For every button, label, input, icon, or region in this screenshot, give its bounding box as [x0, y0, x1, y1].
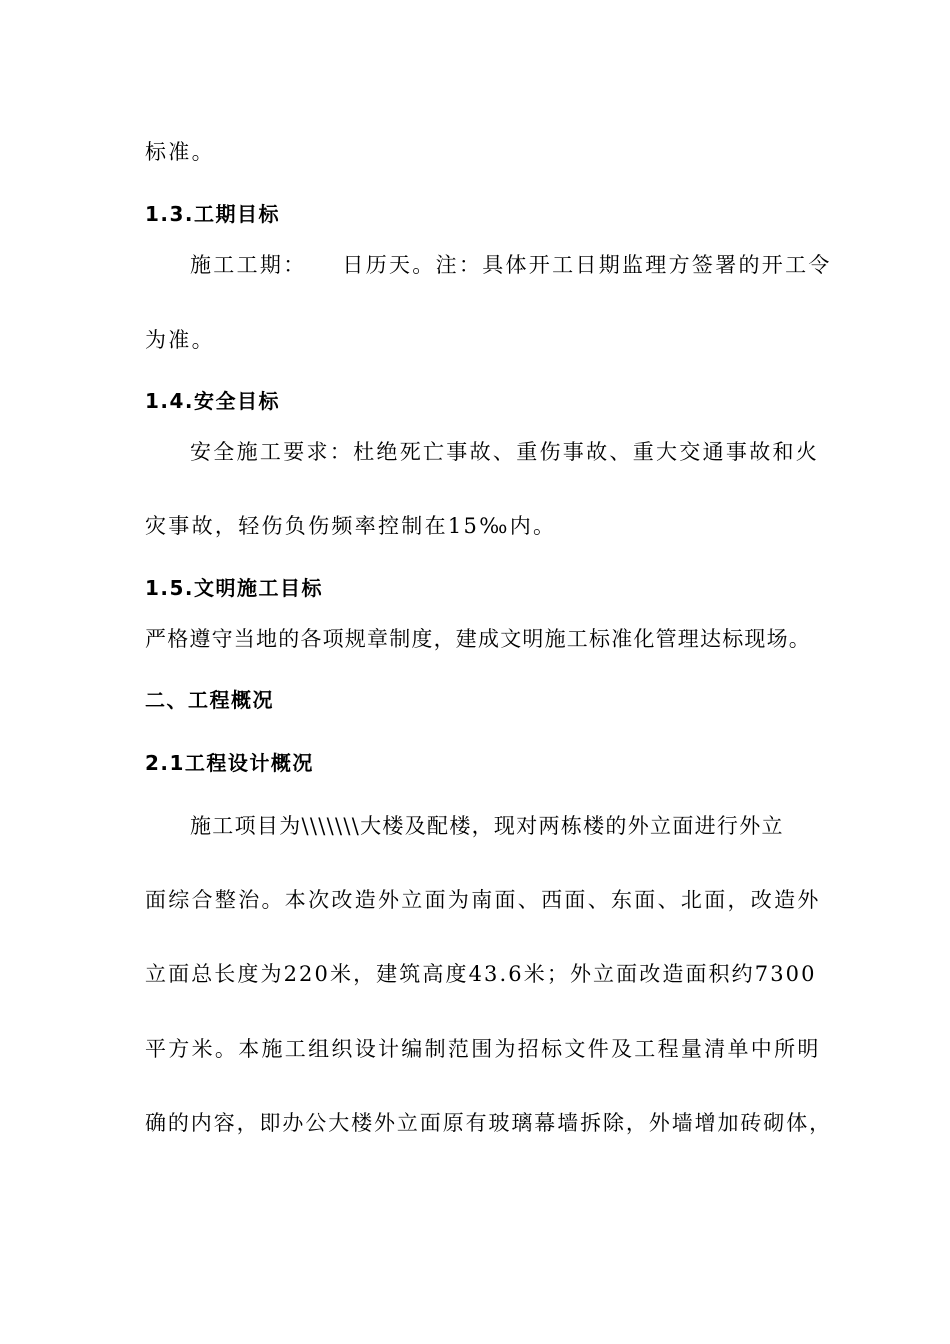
paragraph-line: 施工项目为\\\\\\\大楼及配楼，现对两栋楼的外立面进行外立	[190, 814, 784, 838]
chapter-heading-project-overview: 二、工程概况	[145, 688, 274, 712]
section-heading-design-overview: 2.1工程设计概况	[145, 751, 314, 775]
paragraph-line: 安全施工要求：杜绝死亡事故、重伤事故、重大交通事故和火	[190, 440, 820, 464]
paragraph-line: 为准。	[145, 328, 215, 352]
paragraph-line: 灾事故，轻伤负伤频率控制在15‰内。	[145, 514, 557, 538]
paragraph-line: 施工工期： 日历天。注：具体开工日期监理方签署的开工令	[190, 253, 832, 277]
paragraph-line: 面综合整治。本次改造外立面为南面、西面、东面、北面，改造外	[145, 888, 821, 912]
paragraph-line: 确的内容，即办公大楼外立面原有玻璃幕墙拆除，外墙增加砖砌体，	[145, 1111, 832, 1135]
paragraph-line: 平方米。本施工组织设计编制范围为招标文件及工程量清单中所明	[145, 1037, 821, 1061]
paragraph-line: 标准。	[145, 140, 215, 164]
section-heading-schedule-target: 1.3.工期目标	[145, 202, 281, 226]
section-heading-civilized-construction-target: 1.5.文明施工目标	[145, 576, 324, 600]
section-heading-safety-target: 1.4.安全目标	[145, 389, 281, 413]
paragraph-line: 立面总长度为220米，建筑高度43.6米；外立面改造面积约7300	[145, 962, 817, 986]
paragraph-line: 严格遵守当地的各项规章制度，建成文明施工标准化管理达标现场。	[145, 627, 811, 651]
